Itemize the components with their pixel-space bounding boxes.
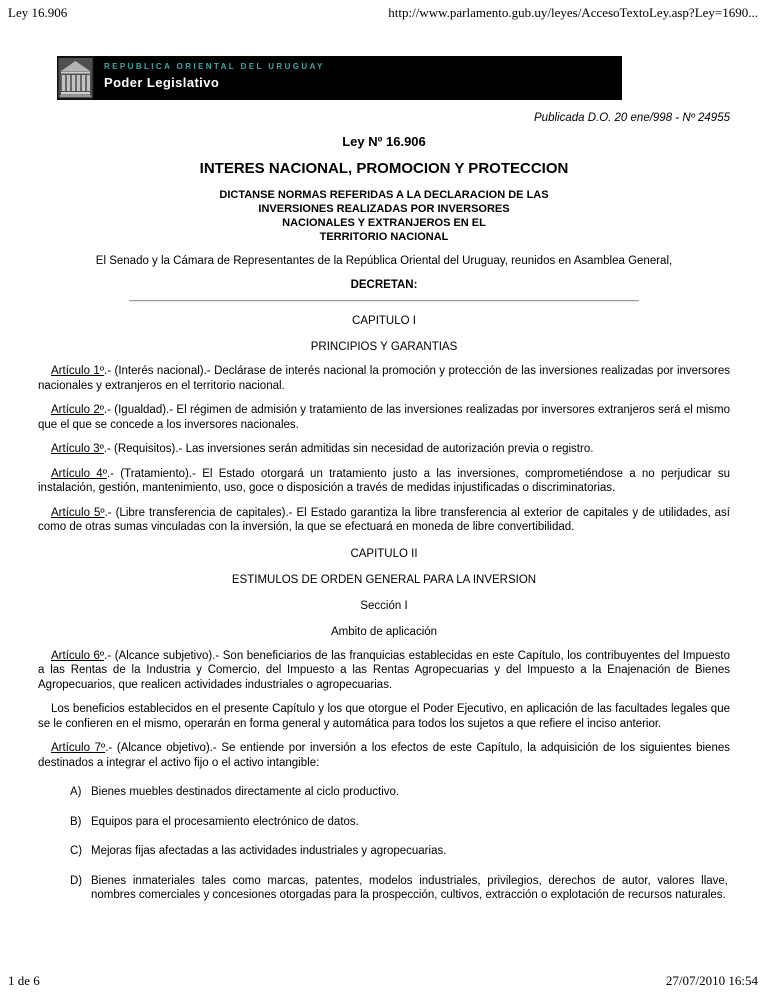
- section-1-heading: Sección I: [360, 599, 408, 612]
- article-6-text: .- (Alcance subjetivo).- Son beneficiarios de las franquicias establecidas en este Capítulo, los contribuyentes del Impuesto a las Rentas de la Industria y Comercio, del Impuesto a las Rentas Agropecuarias y del Impuesto a la Enajenación de Bienes Agropecuarios, que realicen actividades industriales o agropecuarias.: [38, 649, 730, 691]
- banner-country-name: REPUBLICA ORIENTAL DEL URUGUAY: [104, 62, 325, 71]
- item-letter: A): [70, 786, 82, 798]
- list-item-d: [70, 874, 730, 903]
- item-text: Mejoras fijas afectadas a las actividades industriales y agropecuarias.: [91, 845, 447, 857]
- print-footer-datetime: 27/07/2010 16:54: [665, 973, 758, 988]
- item-letter: B): [70, 815, 82, 828]
- law-number: Ley Nº 16.906: [342, 134, 426, 149]
- legislature-banner: [57, 56, 622, 100]
- item-text: Equipos para el procesamiento electrónico de datos.: [91, 815, 359, 828]
- summary-line: NACIONALES Y EXTRANJEROS EN EL: [282, 217, 486, 229]
- summary-line: DICTANSE NORMAS REFERIDAS A LA DECLARACION DE LAS: [219, 189, 549, 201]
- print-footer-page: 1 de 6: [8, 973, 40, 988]
- chapter-2-heading: CAPITULO II: [350, 547, 418, 560]
- chapter-1-heading: CAPITULO I: [352, 315, 416, 327]
- chapter-1-title: PRINCIPIOS Y GARANTIAS: [310, 341, 458, 353]
- article-5-paragraph: [38, 506, 730, 535]
- banner-institution-name: Poder Legislativo: [104, 75, 220, 90]
- article-6-continuation: Los beneficios establecidos en el presente Capítulo y los que otorgue el Poder Ejecutivo, en aplicación de las facultades legales que se le confieren en el mismo, operarán en forma general y automática para todos los sujetos a que refiere el inciso anterior.: [38, 703, 730, 730]
- enacting-formula: DECRETAN:: [350, 279, 418, 291]
- article-3-text: .- (Requisitos).- Las inversiones serán admitidas sin necesidad de autorización previa o registro.: [103, 443, 594, 455]
- article-5-text: .- (Libre transferencia de capitales).- El Estado garantiza la libre transferencia al exterior de capitales y de utilidades, así como de otras sumas vinculadas con la inversión, la que se efectuará en moneda de libre convertibilidad.: [38, 506, 730, 533]
- publication-note: Publicada D.O. 20 ene/998 - Nº 24955: [534, 112, 730, 124]
- article-4-text: .- (Tratamiento).- El Estado otorgará un tratamiento justo a las inversiones, comprometiéndose a no perjudicar su instalación, gestión, mantenimiento, uso, goce o disposición a través de medidas injustificadas o discriminatorias.: [38, 467, 730, 494]
- article-6-paragraph: [38, 649, 730, 693]
- print-header-title: Ley 16.906: [8, 5, 68, 20]
- item-letter: C): [70, 845, 83, 857]
- chapter-2-title: ESTIMULOS DE ORDEN GENERAL PARA LA INVERSION: [231, 573, 537, 586]
- law-title: INTERES NACIONAL, PROMOCION Y PROTECCION: [199, 160, 569, 177]
- article-4-link[interactable]: Artículo 4º: [51, 467, 107, 480]
- parliament-building-icon: [57, 56, 94, 100]
- article-3-link[interactable]: Artículo 3º: [51, 443, 104, 455]
- article-2-text: .- (Igualdad).- El régimen de admisión y tratamiento de las inversiones realizadas por inversores extranjeros será el mismo que el que se concede a los inversores nacionales.: [38, 404, 730, 431]
- article-1-link[interactable]: Artículo 1º: [51, 365, 105, 377]
- article-2-paragraph: [38, 403, 730, 432]
- banner-text: [94, 56, 325, 100]
- article-2-link[interactable]: Artículo 2º: [51, 404, 104, 416]
- article-7-link[interactable]: Artículo 7º: [51, 742, 106, 754]
- article-4-paragraph: [38, 467, 730, 496]
- article-5-link[interactable]: Artículo 5º: [51, 506, 105, 519]
- list-item-a: [70, 785, 730, 800]
- summary-line: INVERSIONES REALIZADAS POR INVERSORES: [258, 203, 510, 215]
- article-3-paragraph: [38, 442, 730, 457]
- item-text: Bienes inmateriales tales como marcas, patentes, modelos industriales, privilegios, derechos de autor, valores llave, nombres comerciales y concesiones otorgadas para la prospección, cultivos, extracción o explotación de recursos naturales.: [91, 874, 728, 901]
- law-summary: [38, 188, 730, 244]
- item-letter: D): [70, 874, 83, 887]
- article-7-text: .- (Alcance objetivo).- Se entiende por inversión a los efectos de este Capítulo, la adquisición de los siguientes bienes destinados a integrar el activo fijo o el activo intangible:: [38, 742, 730, 769]
- article-6-link[interactable]: Artículo 6º: [51, 649, 105, 662]
- print-header: [8, 5, 758, 21]
- article-7-paragraph: [38, 741, 730, 770]
- preamble-text: El Senado y la Cámara de Representantes de la República Oriental del Uruguay, reunidos en Asamblea General,: [95, 255, 673, 267]
- section-1-title: Ambito de aplicación: [330, 625, 438, 638]
- list-item-c: [70, 844, 730, 859]
- list-item-b: [70, 815, 730, 830]
- item-text: Bienes muebles destinados directamente al ciclo productivo.: [91, 786, 400, 798]
- article-1-text: .- (Interés nacional).- Declárase de interés nacional la promoción y protección de las inversiones realizadas por inversores nacionales y extranjeros en el territorio nacional.: [38, 365, 730, 392]
- print-header-url: http://www.parlamento.gub.uy/leyes/AccesoTextoLey.asp?Ley=1690...: [388, 5, 758, 20]
- print-footer: [8, 973, 758, 989]
- summary-line: TERRITORIO NACIONAL: [319, 231, 449, 243]
- separator-rule: [129, 300, 639, 302]
- article-1-paragraph: [38, 364, 730, 393]
